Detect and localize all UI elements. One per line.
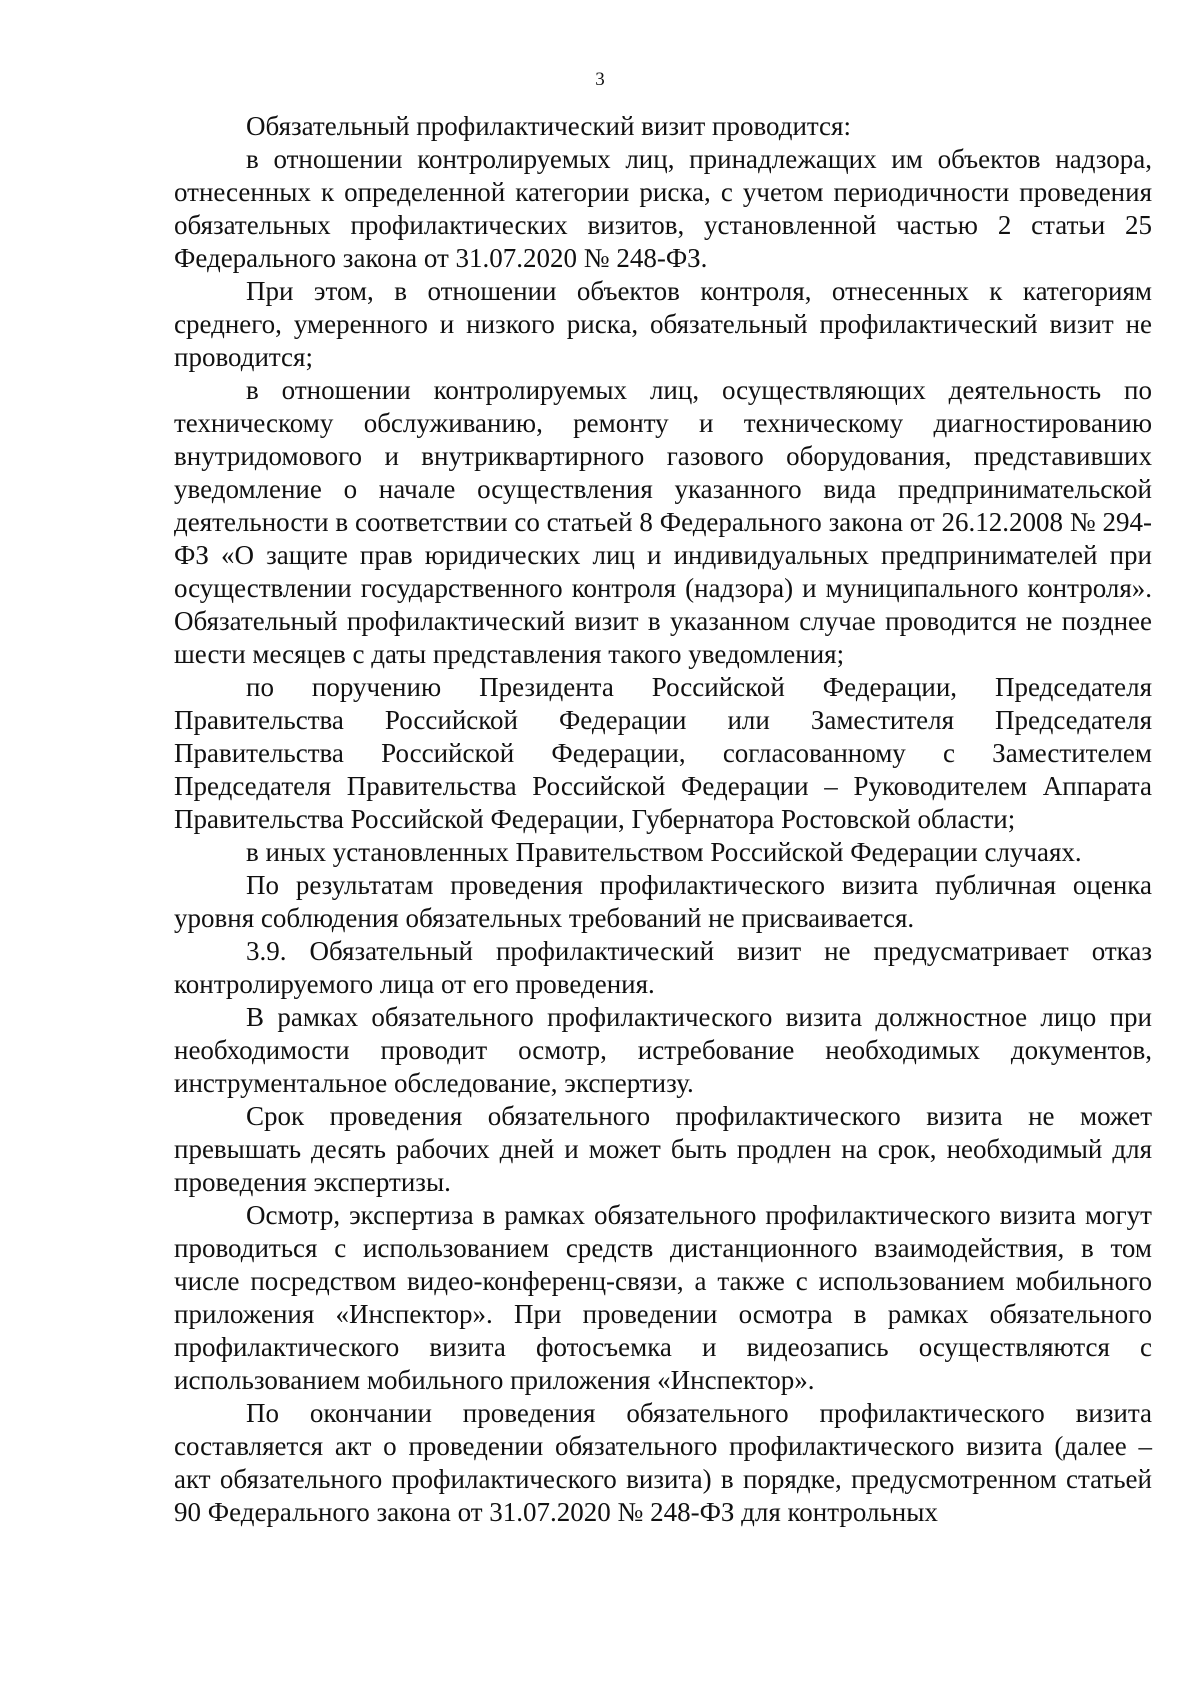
paragraph: Срок проведения обязательного профилактического визита не может превышать десять рабочих дней и может быть продлен на срок, необходимый для проведения экспертизы. (174, 1101, 1152, 1197)
paragraph: в иных установленных Правительством Российской Федерации случаях. (246, 837, 1082, 867)
paragraph: 3.9. Обязательный профилактический визит не предусматривает отказ контролируемого лица от его проведения. (174, 936, 1152, 999)
paragraph: в отношении контролируемых лиц, осуществляющих деятельность по техническому обслуживанию, ремонту и техническому диагностированию внутридомового и внутриквартирного газового оборудования, представивших уведомление о начале осуществления указанного вида предпринимательской деятельности в соответствии со статьей 8 Федерального закона от 26.12.2008 № 294-ФЗ «О защите прав юридических лиц и индивидуальных предпринимателей при осуществлении государственного контроля (надзора) и муниципального контроля». Обязательный профилактический визит в указанном случае проводится не позднее шести месяцев с даты представления такого уведомления; (174, 375, 1152, 669)
paragraph: При этом, в отношении объектов контроля, отнесенных к категориям среднего, умеренного и низкого риска, обязательный профилактический визит не проводится; (174, 276, 1152, 372)
page-number: 3 (595, 69, 605, 90)
document-body (174, 110, 1152, 1529)
paragraph: Обязательный профилактический визит проводится: (246, 111, 851, 141)
paragraph: По окончании проведения обязательного профилактического визита составляется акт о проведении обязательного профилактического визита (далее – акт обязательного профилактического визита) в порядке, предусмотренном статьей 90 Федерального закона от 31.07.2020 № 248-ФЗ для контрольных (174, 1398, 1152, 1527)
paragraph: Осмотр, экспертиза в рамках обязательного профилактического визита могут проводиться с использованием средств дистанционного взаимодействия, в том числе посредством видео-конференц-связи, а также с использованием мобильного приложения «Инспектор». При проведении осмотра в рамках обязательного профилактического визита фотосъемка и видеозапись осуществляются с использованием мобильного приложения «Инспектор». (174, 1200, 1152, 1395)
paragraph: По результатам проведения профилактического визита публичная оценка уровня соблюдения обязательных требований не присваивается. (174, 870, 1152, 933)
paragraph: В рамках обязательного профилактического визита должностное лицо при необходимости проводит осмотр, истребование необходимых документов, инструментальное обследование, экспертизу. (174, 1002, 1152, 1098)
paragraph: по поручению Президента Российской Федерации, Председателя Правительства Российской Федерации или Заместителя Председателя Правительства Российской Федерации, согласованному с Заместителем Председателя Правительства Российской Федерации – Руководителем Аппарата Правительства Российской Федерации, Губернатора Ростовской области; (174, 672, 1152, 834)
paragraph: в отношении контролируемых лиц, принадлежащих им объектов надзора, отнесенных к определенной категории риска, с учетом периодичности проведения обязательных профилактических визитов, установленной частью 2 статьи 25 Федерального закона от 31.07.2020 № 248-ФЗ. (174, 144, 1152, 273)
